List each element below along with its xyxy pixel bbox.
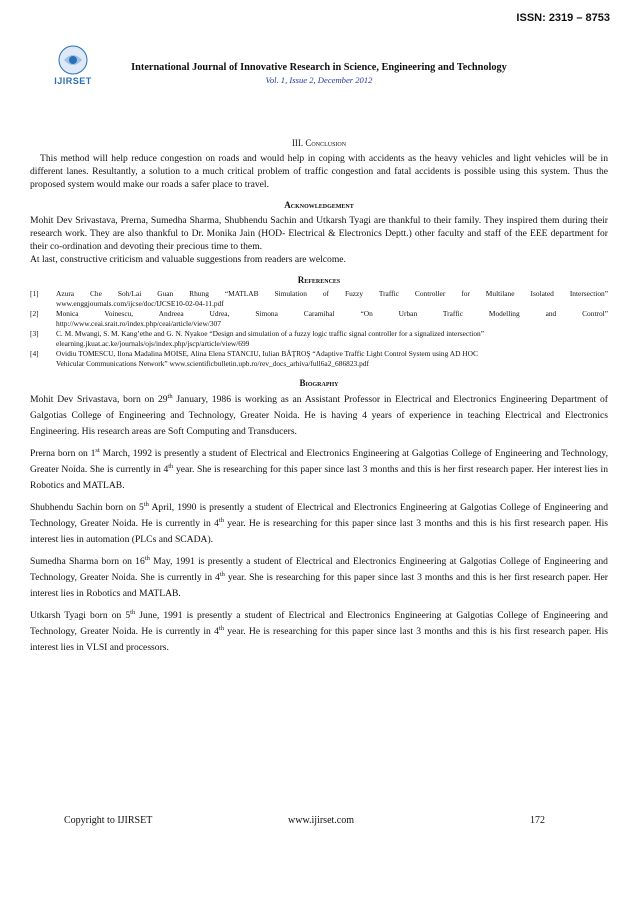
biography-paragraph xyxy=(30,554,608,602)
reference-item xyxy=(30,349,608,369)
biography-paragraph xyxy=(30,446,608,494)
acknowledgement-heading: Acknowledgement xyxy=(284,200,354,210)
page-body xyxy=(30,137,608,662)
reference-text xyxy=(56,349,608,369)
biography-paragraph xyxy=(30,392,608,440)
acknowledgement-closing: At last, constructive criticism and valuable suggestions from readers are welcome. xyxy=(30,254,346,265)
conclusion-heading xyxy=(30,137,608,150)
journal-title: International Journal of Innovative Research in Science, Engineering and Technology xyxy=(131,62,507,73)
bio-text: year. She is researching for this paper since last 3 months and this is her first research paper. Her interest lies in Robotics and MATLAB. xyxy=(30,572,608,599)
bio-text: April, 1990 is presently a student of Electrical and Electronics Engineering at Galgotias College of Engineering and Technology, Greater Noida. He is currently in 4 xyxy=(30,502,609,529)
reference-number: [3] xyxy=(30,329,39,338)
bio-text: year. She is researching for this paper since last 3 months and this is her first research paper. Her interest lies in Robotics and MATLAB. xyxy=(30,464,608,491)
bio-text: Sumedha Sharma born on 16 xyxy=(30,556,145,567)
conclusion-text: This method will help reduce congestion on roads and would help in coping with accidents as the heavy vehicles and light vehicles will be in different lanes. Resultantly, a solution to a much critical problem of traffic congestion and fatal accidents is possible using this system. Thus the proposed system would make our roads a safer place to travel. xyxy=(30,153,608,190)
reference-text xyxy=(56,309,608,329)
footer-website: www.ijirset.com xyxy=(288,815,355,826)
reference-number: [2] xyxy=(30,309,39,318)
bio-text: Utkarsh Tyagi born on 5 xyxy=(30,610,131,621)
bio-text: Prerna born on 1 xyxy=(30,448,96,459)
references-list xyxy=(30,289,608,369)
bio-text: year. He is researching for this paper since last 3 months and this is his first research paper. His interest lies in automation (PLCs and SCADA). xyxy=(30,518,608,545)
issn-number: ISSN: 2319 – 8753 xyxy=(516,12,610,24)
reference-link: Vehicular Communications Network” www.scientificbulletin.upb.ro/rev_docs_arhiva/full6a2_686823.pdf xyxy=(56,359,369,368)
bio-sup: th xyxy=(218,624,224,632)
conclusion-heading-number: III. xyxy=(291,138,304,148)
bio-sup: th xyxy=(167,392,173,400)
logo-text: IJIRSET xyxy=(54,76,92,86)
reference-link: http://www.ceai.srait.ro/index.php/ceai/article/view/307 xyxy=(56,319,221,328)
reference-line: Ovidiu TOMESCU, Ilona Madalina MOISE, Alina Elena STANCIU, Iulian BĂŢROŞ “Adaptive Traffic Light Control System using AD HOC xyxy=(56,349,478,358)
bio-sup: th xyxy=(218,516,224,524)
reference-line: Monica Voinescu, Andreea Udrea, Simona Caramihal “On Urban Traffic Modelling and Control” xyxy=(56,309,608,318)
journal-header xyxy=(0,62,638,85)
bio-sup: st xyxy=(95,446,100,454)
reference-number: [1] xyxy=(30,289,39,298)
reference-item xyxy=(30,329,608,349)
bio-sup: th xyxy=(143,500,149,508)
biography-heading: Biography xyxy=(299,378,339,388)
footer-copyright: Copyright to IJIRSET xyxy=(64,815,153,826)
bio-text: Shubhendu Sachin born on 5 xyxy=(30,502,144,513)
bio-text: June, 1991 is presently a student of Electrical and Electronics Engineering at Galgotias College of Engineering and Technology, Greater Noida. He is currently in 4 xyxy=(30,610,608,637)
biography-paragraph xyxy=(30,608,608,656)
bio-text: May, 1991 is presently a student of Electrical and Electronics Engineering at Galgotias College of Engineering and Technology, Greater Noida. She is currently in 4 xyxy=(30,556,608,583)
journal-volume: Vol. 1, Issue 2, December 2012 xyxy=(265,75,373,85)
conclusion-heading-text: Conclusion xyxy=(305,138,347,148)
bio-sup: th xyxy=(144,554,150,562)
bio-text: March, 1992 is presently a student of Electrical and Electronics Engineering at Galgotias College of Engineering and Technology, Greater Noida. She is currently in 4 xyxy=(30,448,608,475)
bio-text: Mohit Dev Srivastava, born on 29 xyxy=(30,394,168,405)
reference-item xyxy=(30,309,608,329)
biography-paragraph xyxy=(30,500,608,548)
reference-link: www.enggjournals.com/ijcse/doc/IJCSE10-02-04-11.pdf xyxy=(56,299,224,308)
reference-line: Azura Che Soh/Lai Guan Rhung “MATLAB Simulation of Fuzzy Traffic Controller for Multilane Isolated Intersection” xyxy=(56,289,608,298)
reference-text xyxy=(56,289,608,309)
acknowledgement-text: Mohit Dev Srivastava, Prerna, Sumedha Sharma, Shubhendu Sachin and Utkarsh Tyagi are thankful to their family. They inspired them during their research work. They are also thankful to Dr. Monika Jain (HOD- Electrical & Electronics Deptt.) other faculty and staff of the EEE department for their co-ordination and devoting their precious time to them. xyxy=(30,215,608,252)
bio-sup: th xyxy=(130,608,136,616)
bio-sup: th xyxy=(168,462,174,470)
bio-text: year. He is researching for this paper since last 3 months and this is his first research paper. His interest lies in VLSI and processors. xyxy=(30,626,608,653)
bio-text: January, 1986 is working as an Assistant Professor in Electrical and Electronics Engineering Department of Galgotias College of Engineering and Technology, Greater Noida. He is having 4 years of experience in teaching Electrical and Electronics Engineering. His research areas are Soft Computing and Transducers. xyxy=(30,394,608,437)
reference-text xyxy=(56,329,608,349)
bio-sup: th xyxy=(219,570,225,578)
page-number: 172 xyxy=(530,815,545,826)
reference-link: elearning.jkuat.ac.ke/journals/ojs/index.php/jscp/article/view/699 xyxy=(56,339,250,348)
reference-line: C. M. Mwangi, S. M. Kang’ethe and G. N. Nyakoe “Design and simulation of a fuzzy logic traffic signal controller for a signalized intersection” xyxy=(56,329,484,338)
reference-number: [4] xyxy=(30,349,39,358)
references-heading: References xyxy=(297,275,341,285)
reference-item xyxy=(30,289,608,309)
